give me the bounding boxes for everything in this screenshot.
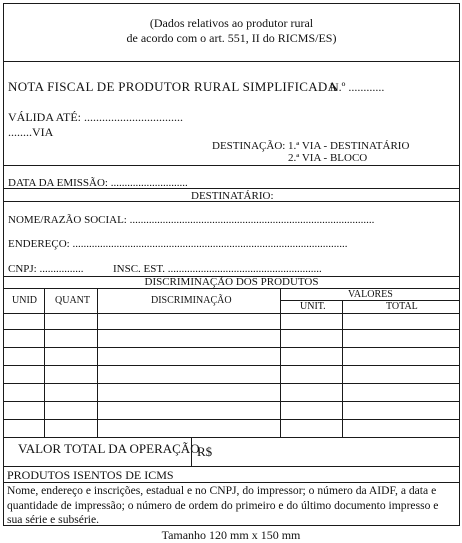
destinacao-via-1: 1.ª VIA - DESTINATÁRIO: [288, 140, 410, 152]
table-row-line: [4, 437, 459, 438]
table-col-line: [44, 288, 45, 437]
divider: [4, 466, 459, 467]
divider: [4, 61, 459, 62]
cnpj: CNPJ: ................: [8, 263, 84, 275]
destinacao-label: DESTINAÇÃO:: [212, 140, 286, 152]
nome-razao-social: NOME/RAZÃO SOCIAL: .........................................................................................: [8, 214, 375, 226]
destinacao-via-2: 2.ª VIA - BLOCO: [288, 152, 368, 164]
col-total: TOTAL: [386, 301, 418, 312]
size-caption: Tamanho 120 mm x 150 mm: [161, 528, 301, 542]
nota-title: NOTA FISCAL DE PRODUTOR RURAL SIMPLIFICADA: [8, 79, 338, 94]
produtos-heading: DISCRIMINAÇÃO DOS PRODUTOS: [144, 276, 319, 288]
table-col-line: [280, 288, 281, 437]
total-divider: [191, 437, 192, 466]
divider: [4, 201, 459, 202]
table-row-line: [4, 419, 459, 420]
table-row-line: [4, 365, 459, 366]
nota-numero: N.º ............: [330, 80, 385, 94]
valor-total-label: VALOR TOTAL DA OPERAÇÃO: [18, 441, 200, 456]
valores-divider: [280, 300, 459, 301]
isentos-heading: PRODUTOS ISENTOS DE ICMS: [7, 468, 174, 482]
table-row-line: [4, 329, 459, 330]
col-discriminacao: DISCRIMINAÇÃO: [151, 295, 232, 306]
col-unit: UNIT.: [300, 301, 326, 312]
inscricao-estadual: INSC. EST. ........................................................: [113, 263, 322, 275]
via-field: ........VIA: [8, 125, 54, 139]
divider: [4, 165, 459, 166]
table-row-line: [4, 401, 459, 402]
endereco: ENDEREÇO: ....................................................................................................: [8, 238, 348, 250]
header-line-1: (Dados relativos ao produtor rural: [149, 16, 314, 30]
table-row-line: [4, 313, 459, 314]
header-line-2: de acordo com o art. 551, II do RICMS/ES): [126, 31, 337, 45]
data-emissao: DATA DA EMISSÃO: ............................: [8, 177, 188, 189]
valor-total-currency: R$: [197, 444, 213, 459]
divider: [4, 482, 459, 483]
destinatario-heading: DESTINATÁRIO:: [191, 190, 274, 202]
valida-ate: VÁLIDA ATÉ: .................................: [8, 110, 183, 124]
isentos-text: Nome, endereço e inscrições, estadual e no CNPJ, do impressor; o número da AIDF, a data e quantidade de impressão; o número de ordem do primeiro e do último documento impresso e sua série e subsérie.: [7, 484, 439, 526]
divider: [4, 188, 459, 189]
col-valores: VALORES: [348, 289, 393, 300]
table-col-line: [97, 288, 98, 437]
table-row-line: [4, 347, 459, 348]
nota-fiscal-form: [3, 3, 460, 526]
table-row-line: [4, 383, 459, 384]
table-col-line: [342, 300, 343, 437]
col-quant: QUANT: [55, 295, 90, 306]
col-unid: UNID: [12, 295, 37, 306]
